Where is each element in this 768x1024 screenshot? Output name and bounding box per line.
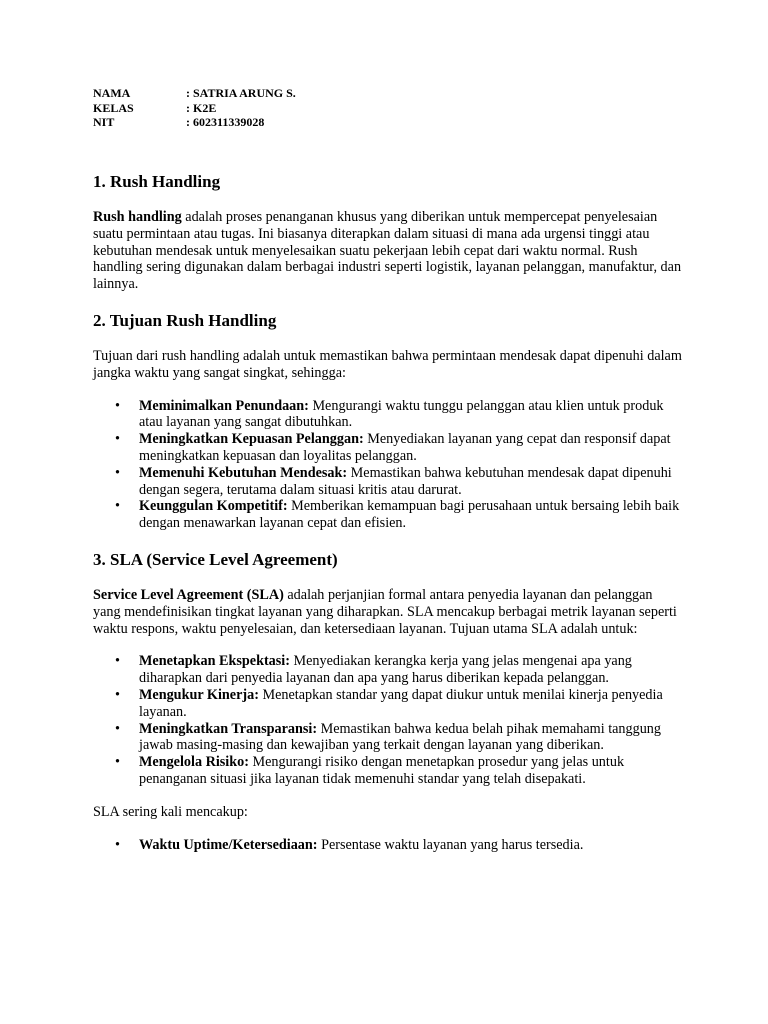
paragraph-text: adalah proses penanganan khusus yang diberikan untuk mempercepat penyelesaian suatu permintaan atau tugas. Ini biasanya diterapkan dalam situasi di mana ada urgensi tinggi atau kebutuhan mendesak untuk menyelesaikan suatu pekerjaan lebih cepat dari waktu normal. Rush handling sering digunakan dalam berbagai industri seperti logistik, layanan pelanggan, manufaktur, dan lainnya.: [93, 209, 682, 293]
header-value: : 602311339028: [186, 115, 265, 130]
header-row-nit: [93, 115, 296, 130]
item-term: Waktu Uptime/Ketersediaan:: [139, 836, 318, 853]
section-heading-rush-handling: 1. Rush Handling: [93, 172, 221, 191]
header-row-nama: [93, 86, 296, 101]
item-term: Meningkatkan Kepuasan Pelanggan:: [139, 431, 364, 448]
list-item: [139, 837, 683, 854]
item-desc: Menyediakan kerangka kerja yang jelas mengenai apa yang diharapkan dari penyedia layanan dan apa yang harus diberikan kepada pelanggan.: [139, 653, 632, 687]
item-desc: Mengurangi risiko dengan menetapkan prosedur yang jelas untuk penanganan situasi jika layanan tidak memenuhi standar yang telah disepakati.: [139, 754, 625, 787]
header-value: : K2E: [186, 100, 217, 115]
list-item: [139, 431, 683, 465]
list-item: [139, 398, 683, 432]
bullet-list: [93, 653, 683, 787]
bold-term: Service Level Agreement (SLA): [93, 586, 284, 603]
section-paragraph: [93, 804, 683, 821]
identity-header: [93, 86, 296, 130]
list-item: [139, 721, 683, 755]
item-term: Memenuhi Kebutuhan Mendesak:: [139, 464, 348, 481]
header-label: NAMA: [93, 86, 131, 100]
paragraph-text: Tujuan dari rush handling adalah untuk memastikan bahwa permintaan mendesak dapat dipenuhi dalam jangka waktu yang sangat singkat, sehingga:: [93, 347, 682, 381]
item-desc: Menetapkan standar yang dapat diukur untuk menilai kinerja penyedia layanan.: [139, 686, 663, 720]
item-term: Mengukur Kinerja:: [139, 686, 259, 703]
item-desc: Menyediakan layanan yang cepat dan responsif dapat meningkatkan kepuasan dan loyalitas pelanggan.: [139, 431, 671, 464]
section-heading-tujuan: 2. Tujuan Rush Handling: [93, 310, 277, 330]
section-heading-sla: 3. SLA (Service Level Agreement): [93, 549, 338, 569]
bullet-list: [93, 837, 683, 854]
list-item: [139, 687, 683, 721]
item-term: Menetapkan Ekspektasi:: [139, 653, 290, 670]
list-item: [139, 498, 683, 532]
paragraph-text: adalah perjanjian formal antara penyedia layanan dan pelanggan yang mendefinisikan tingkat layanan yang diharapkan. SLA mencakup berbagai metrik layanan seperti waktu respons, waktu penyelesaian, dan ketersediaan layanan. Tujuan utama SLA adalah untuk:: [93, 586, 677, 637]
header-row-kelas: [93, 101, 296, 116]
bold-term: Rush handling: [93, 209, 182, 225]
header-label: NIT: [93, 115, 115, 130]
item-desc: Memberikan kemampuan bagi perusahaan untuk bersaing lebih baik dengan menawarkan layanan cepat dan efisien.: [139, 498, 680, 532]
section-paragraph: [93, 348, 683, 382]
item-term: Mengelola Risiko:: [139, 754, 249, 771]
item-desc: Persentase waktu layanan yang harus tersedia.: [317, 836, 584, 853]
item-term: Keunggulan Kompetitif:: [139, 498, 288, 515]
header-label: KELAS: [93, 100, 134, 115]
item-term: Meminimalkan Penundaan:: [139, 397, 309, 414]
document-body: [93, 171, 683, 853]
item-desc: Memastikan bahwa kedua belah pihak memahami tanggung jawab masing-masing dan kewajiban yang terkait dengan layanan yang diberikan.: [139, 720, 661, 754]
list-item: [139, 754, 683, 788]
section-paragraph: [93, 587, 683, 637]
header-value: : SATRIA ARUNG S.: [186, 86, 296, 100]
list-item: [139, 465, 683, 499]
paragraph-text: SLA sering kali mencakup:: [93, 803, 248, 820]
item-desc: Memastikan bahwa kebutuhan mendesak dapat dipenuhi dengan segera, terutama dalam situasi kritis atau darurat.: [139, 464, 672, 498]
bullet-list: [93, 398, 683, 532]
item-term: Meningkatkan Transparansi:: [139, 720, 318, 737]
section-paragraph: [93, 209, 683, 293]
list-item: [139, 653, 683, 687]
item-desc: Mengurangi waktu tunggu pelanggan atau klien untuk produk atau layanan yang sangat dibutuhkan.: [139, 397, 664, 431]
